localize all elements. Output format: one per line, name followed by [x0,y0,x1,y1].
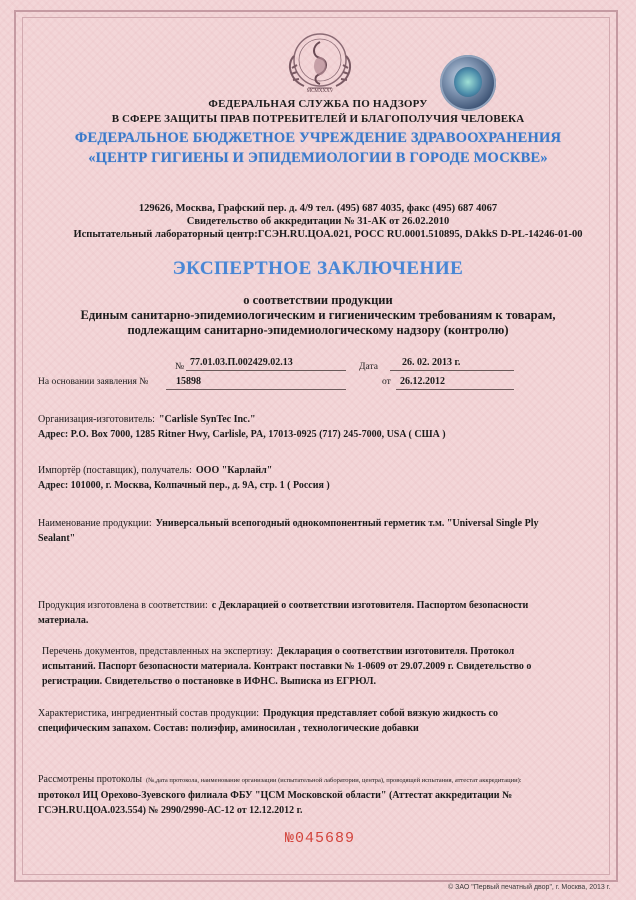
protocols-hint: (№,дата протокола, наименование организации (испытательной лаборатории, центра), проводящей испытания, аттестат аккредитации): [145,777,522,784]
manufacturer-section [38,411,598,441]
number-label: № [175,362,185,372]
importer-address: Адрес: 101000, г. Москва, Колпачный пер., д. 9А, стр. 1 ( Россия ) [38,480,330,491]
documents-label: Перечень документов, представленных на экспертизу: [42,646,273,657]
document-subtitle-1: о соответствии продукции [243,293,393,307]
institution-line-1: ФЕДЕРАЛЬНОЕ БЮДЖЕТНОЕ УЧРЕЖДЕНИЕ ЗДРАВООХРАНЕНИЯ [74,130,562,146]
date-underline [390,370,514,371]
manufacturer-label: Организация-изготовитель: [38,414,155,425]
importer-section [38,462,598,492]
manufacturer-address: Адрес: P.O. Box 7000, 1285 Ritner Hwy, Carlisle, PA, 17013-0925 (717) 245-7000, USA ( США ) [38,429,446,440]
protocols-value-2: ГСЭН.RU.ЦОА.023.554) № 2990/2990-АС-12 от 12.12.2012 г. [38,805,303,816]
product-section [38,515,598,545]
made-value-1: с Декларацией о соответствии изготовителя. Паспортом безопасности [211,600,529,611]
characteristics-value-2: специфическим запахом. Состав: полиэфир, аминосилан , технологические добавки [38,723,419,734]
importer-label: Импортёр (поставщик), получатель: [38,465,192,476]
importer-value: ООО "Карлайл" [195,465,273,476]
documents-value-2: испытаний. Паспорт безопасности материала. Контракт поставки № 1-0609 от 29.07.2009 г. Свидетельство о [42,661,532,672]
agency-line-2: В СФЕРЕ ЗАЩИТЫ ПРАВ ПОТРЕБИТЕЛЕЙ И БЛАГОПОЛУЧИЯ ЧЕЛОВЕКА [111,113,525,125]
date-label: Дата [359,362,378,372]
document-subtitle-2: Единым санитарно-эпидемиологическим и гигиеническим требованиям к товарам, [80,308,556,322]
characteristics-section [38,705,598,735]
from-value: 26.12.2012 [400,376,445,387]
protocols-value-1: протокол ИЦ Орехово-Зуевского филиала ФБУ "ЦСМ Московской области" (Аттестат аккредитации № [38,790,513,801]
document-title: ЭКСПЕРТНОЕ ЗАКЛЮЧЕНИЕ [172,258,464,279]
date-value: 26. 02. 2013 г. [402,357,461,368]
institution-line-2: «ЦЕНТР ГИГИЕНЫ И ЭПИДЕМИОЛОГИИ В ГОРОДЕ МОСКВЕ» [88,150,548,166]
product-value-1: Универсальный всепогодный однокомпонентный герметик т.м. "Universal Single Ply [155,518,539,529]
made-label: Продукция изготовлена в соответствии: [38,600,208,611]
document-subtitle-3: подлежащим санитарно-эпидемиологическому надзору (контролю) [127,323,509,337]
number-underline [186,370,346,371]
from-label: от [382,377,391,387]
printer-footer: © ЗАО "Первый печатный двор", г. Москва, 2013 г. [448,884,611,891]
protocols-label: Рассмотрены протоколы [38,774,142,785]
made-section [38,597,598,627]
product-label: Наименование продукции: [38,518,152,529]
emblem-logo [282,26,358,96]
manufacturer-value: "Carlisle SynTec Inc." [158,414,256,425]
documents-value-1: Декларация о соответствии изготовителя. Протокол [276,646,515,657]
from-underline [396,389,514,390]
product-value-2: Sealant" [38,533,76,544]
documents-section [42,643,602,688]
institution-address: 129626, Москва, Графский пер. д. 4/9 тел. (495) 687 4035, факс (495) 687 4067 [138,203,498,214]
accreditation-certificate: Свидетельство об аккредитации № 31-АК от 26.02.2010 [186,216,450,227]
protocols-section [38,771,598,817]
svg-text:MCMXXXV: MCMXXXV [306,89,334,94]
application-underline [166,389,346,390]
characteristics-label: Характеристика, ингредиентный состав продукции: [38,708,260,719]
serial-number: №045689 [285,830,356,847]
agency-line-1: ФЕДЕРАЛЬНАЯ СЛУЖБА ПО НАДЗОРУ [208,98,428,110]
documents-value-3: регистрации. Свидетельство о постановке в ИФНС. Выписка из ЕГРЮЛ. [42,676,376,687]
characteristics-value-1: Продукция представляет собой вязкую жидкость со [263,708,498,719]
number-value: 77.01.03.П.002429.02.13 [190,357,293,368]
made-value-2: материала. [38,615,89,626]
application-value: 15898 [176,376,201,387]
application-label: На основании заявления № [38,377,149,387]
lab-center: Испытательный лабораторный центр:ГСЭН.RU.ЦОА.021, РОСС RU.0001.510895, DAkkS D-PL-14246-01-00 [73,229,583,240]
